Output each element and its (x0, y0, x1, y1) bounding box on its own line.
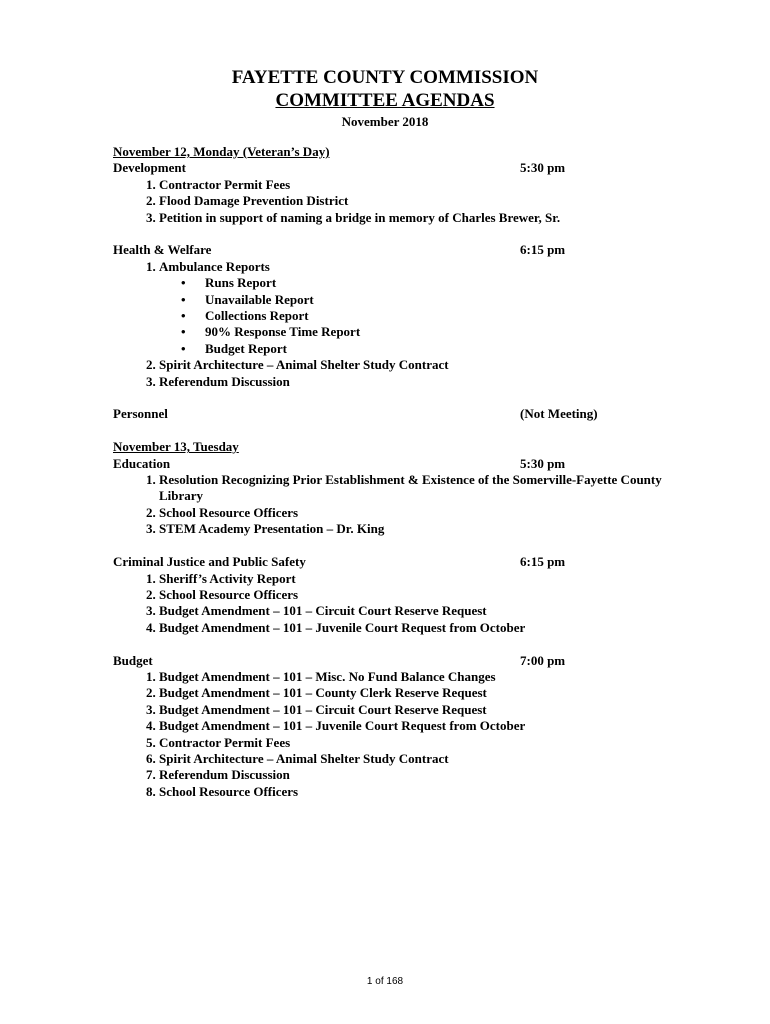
agenda-subitem (181, 291, 673, 308)
bullet-icon: • (181, 275, 186, 291)
agenda-item-text: Budget Amendment – 101 – Circuit Court Reserve Request (159, 603, 487, 619)
agenda-subitem (181, 324, 673, 340)
section-spacer (113, 636, 673, 652)
agenda-item (159, 259, 673, 357)
bullet-icon: • (181, 324, 186, 340)
agenda-item (159, 587, 673, 603)
agenda-item (159, 620, 673, 636)
bullet-icon: • (181, 308, 186, 324)
committee-name: Health & Welfare (113, 242, 212, 258)
agenda-item (159, 735, 673, 751)
agenda-item-text: STEM Academy Presentation – Dr. King (159, 521, 385, 537)
agenda-item-text: Budget Amendment – 101 – Juvenile Court Request from October (159, 619, 526, 635)
meeting-date: November 13, Tuesday (113, 439, 239, 455)
committee-time: 6:15 pm (520, 242, 566, 258)
agenda-item-list (113, 177, 673, 226)
agenda-month: November 2018 (341, 114, 429, 129)
committee-time: 6:15 pm (520, 554, 566, 570)
agenda-item-list (113, 259, 673, 390)
page-title: FAYETTE COUNTY COMMISSION (231, 67, 539, 88)
committee-time: 7:00 pm (520, 652, 566, 668)
committee-name: Education (113, 455, 171, 471)
meeting-date: November 12, Monday (Veteran’s Day) (113, 144, 330, 159)
bullet-icon: • (181, 291, 186, 307)
agenda-item-text: Budget Amendment – 101 – County Clerk Reserve Request (159, 685, 487, 701)
agenda-item-text: School Resource Officers (159, 586, 299, 602)
committee-header (113, 653, 673, 669)
agenda-item-text: Referendum Discussion (159, 373, 290, 389)
committee-name: Development (113, 160, 186, 176)
document-header (0, 66, 770, 131)
committee-header (113, 242, 673, 258)
committee-time: 5:30 pm (520, 455, 566, 471)
agenda-item-text: Budget Amendment – 101 – Circuit Court Reserve Request (159, 701, 487, 717)
committee-header (113, 456, 673, 472)
section-spacer (113, 423, 673, 439)
agenda-item (159, 505, 673, 521)
agenda-subitem (181, 308, 673, 324)
agenda-subitem-list (159, 275, 673, 357)
committee-name: Personnel (113, 406, 168, 422)
agenda-item (159, 357, 673, 373)
page-subtitle-heading: COMMITTEE AGENDAS (275, 90, 495, 111)
agenda-item (159, 718, 673, 734)
agenda-subitem-text: Runs Report (205, 275, 277, 291)
agenda-subitem-text: 90% Response Time Report (205, 324, 361, 340)
committee-time: 5:30 pm (520, 160, 566, 176)
agenda-item (159, 374, 673, 390)
agenda-item-text: Budget Amendment – 101 – Misc. No Fund Balance Changes (159, 668, 496, 684)
agenda-item-text: Resolution Recognizing Prior Establishment & Existence of the Somerville-Fayette County Library (159, 472, 662, 504)
agenda-item-text: Spirit Architecture – Animal Shelter Study Contract (159, 750, 449, 766)
agenda-item-text: Spirit Architecture – Animal Shelter Study Contract (159, 357, 449, 373)
agenda-item-text: Flood Damage Prevention District (159, 193, 349, 209)
agenda-subitem-text: Budget Report (205, 340, 287, 356)
agenda-item-list (113, 571, 673, 637)
agenda-item-text: Referendum Discussion (159, 767, 290, 783)
section-spacer (113, 538, 673, 554)
agenda-item (159, 472, 673, 505)
agenda-item (159, 784, 673, 800)
agenda-item-text: Contractor Permit Fees (159, 176, 291, 192)
agenda-item-list (113, 669, 673, 800)
section-spacer (113, 390, 673, 406)
agenda-item (159, 571, 673, 587)
agenda-item (159, 177, 673, 193)
committee-name: Criminal Justice and Public Safety (113, 554, 306, 570)
committee-name: Budget (113, 652, 153, 668)
agenda-item-text: Sheriff’s Activity Report (159, 570, 296, 586)
agenda-item (159, 702, 673, 718)
agenda-item (159, 767, 673, 783)
agenda-item (159, 210, 673, 226)
committee-header (113, 554, 673, 570)
committee-time: (Not Meeting) (520, 406, 598, 422)
agenda-item-text: School Resource Officers (159, 504, 299, 520)
committee-header (113, 406, 673, 422)
page-number: 1 of 168 (366, 976, 404, 987)
agenda-item (159, 521, 673, 537)
agenda-item (159, 193, 673, 209)
agenda-item (159, 603, 673, 619)
agenda-item (159, 751, 673, 767)
agenda-item (159, 685, 673, 701)
agenda-item-text: Petition in support of naming a bridge in memory of Charles Brewer, Sr. (159, 209, 561, 225)
agenda-body (113, 144, 673, 800)
agenda-subitem-text: Unavailable Report (205, 291, 314, 307)
agenda-subitem-text: Collections Report (205, 308, 309, 324)
committee-header (113, 160, 673, 176)
agenda-item-text: Budget Amendment – 101 – Juvenile Court Request from October (159, 718, 526, 734)
agenda-item-text: Ambulance Reports (159, 258, 270, 274)
agenda-item-text: School Resource Officers (159, 783, 299, 799)
agenda-item-list (113, 472, 673, 538)
agenda-item-text: Contractor Permit Fees (159, 734, 291, 750)
bullet-icon: • (181, 340, 186, 356)
agenda-item (159, 669, 673, 685)
agenda-subitem (181, 275, 673, 291)
agenda-subitem (181, 340, 673, 357)
section-spacer (113, 226, 673, 242)
